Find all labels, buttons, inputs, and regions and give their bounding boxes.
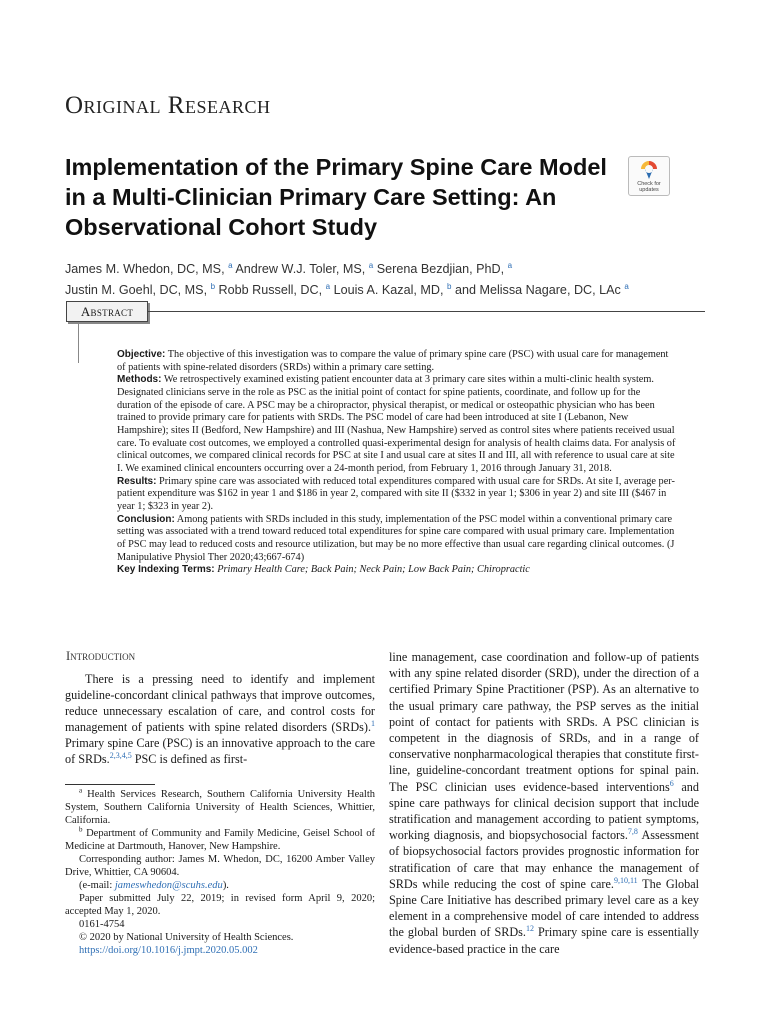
footnote-aff-a: $^a$ Health Services Research, Southern California University Health System, Southern California University of Health Sciences, Whittier, California. (65, 786, 375, 826)
intro-paragraph-left: There is a pressing need to identify and implement guideline-concordant clinical pathways that improve outcomes, reduce unnecessary escalation of care, and control costs for management of patients with spine related disorders (SRDs).$^1$ Primary spine Care (PSC) is an innovative approach to the care of SRDs.$^{2,3,4,5}$ PSC is defined as first- (65, 672, 375, 766)
crossmark-icon (640, 160, 658, 180)
footnote-aff-b: $^b$ Department of Community and Family Medicine, Geisel School of Medicine at Dartmouth, Hanover, New Hampshire. (65, 825, 376, 852)
intro-right-column (389, 649, 699, 957)
intro-left-column (65, 671, 375, 767)
email-link[interactable]: jameswhedon@scuhs.edu (114, 880, 223, 891)
author-name: Andrew W.J. Toler, MS, (235, 262, 369, 277)
crossmark-badge[interactable] (628, 156, 670, 196)
author-name: Robb Russell, DC, (218, 283, 326, 298)
author-affiliation-mark: a (228, 261, 233, 270)
author-list (65, 257, 685, 299)
author-name: James M. Whedon, DC, MS, (65, 262, 229, 277)
article-title: Implementation of the Primary Spine Care Model in a Multi-Clinician Primary Care Setting: An Observational Cohort Study (65, 154, 607, 240)
intro-paragraph-right: line management, case coordination and follow-up of patients with any spine related disorder (SRD), under the direction of a certified Primary Spine Practitioner (PSP). As an alternative to the usual primary care pathway, the PSP serves as the initial point of contact for patients with SRDs. A PSC clinician is competent in the diagnosis of SRDs, and in a range of conservative nonpharmacological therapies that constitute first-line, guideline-concordant treatment options for spinal pain. The PSC clinician uses evidence-based interventions$^6$ and spine care pathways for clinical decision support that include stratification and management according to patient symptoms, working diagnosis, and biopsychosocial factors.$^{7,8}$ Assessment of biopsychosocial factors provides prognostic information for stratification of care that may enhance the management of SRDs while reducing the cost of spine care.$^{9,10,11}$ The Global Spine Care Initiative has described primary level care as a key element in a comprehensive model of care intended to address the global burden of SRDs.$^{12}$ Primary spine care is essentially evidence-based practice in the care (389, 650, 699, 956)
abstract-key-terms: Key Indexing Terms: Primary Health Care; Back Pain; Neck Pain; Low Back Pain; Chiropractic (117, 564, 530, 576)
doi-link[interactable]: https://doi.org/10.1016/j.jmpt.2020.05.002 (79, 945, 258, 956)
footnote-doi (65, 944, 375, 957)
footnote-copyright: © 2020 by National University of Health Sciences. (79, 932, 294, 943)
abstract-methods: Methods: We retrospectively examined existing patient encounter data at 3 primary care sites within a multi-clinic health system. Designated clinicians serve in the role as PSC as the initial point of contact for spine patients, coordinate, and follow up for the duration of the episode of care. A PSC may be a chiropractor, physical therapist, or medical or osteopathic physician who has been trained to provide primary care for patients with SRDs. The PSC model of care had been introduced at site I (Lebanon, New Hampshire); sites II (Bedford, New Hampshire) and III (Nashua, New Hampshire) served as control sites where patients received usual care. To evaluate cost outcomes, we employed a controlled quasi-experimental design for analysis of health claims data. For analysis of clinical outcomes, we compared clinical records for PSC at site I and usual care at sites II and III, all with reference to usual care at site I. We examined clinical encounters occurring over a 24-month period, from February 1, 2016 through January 31, 2018. (117, 374, 676, 474)
footnote-submitted: Paper submitted July 22, 2019; in revised form April 9, 2020; accepted May 1, 2020. (65, 893, 375, 917)
footnote-corresponding: Corresponding author: James M. Whedon, DC, 16200 Amber Valley Drive, Whittier, CA 90604. (65, 854, 375, 878)
abstract-side-rule (78, 323, 79, 363)
author-name: Justin M. Goehl, DC, MS, (65, 283, 211, 298)
citation-ref[interactable]: 1 (371, 718, 375, 728)
section-label: Original Research (65, 92, 271, 119)
author-affiliation-mark: a (507, 261, 513, 270)
abstract-rule (148, 311, 705, 312)
footnotes (65, 788, 375, 957)
author-affiliation-mark: a (624, 282, 629, 292)
author-name: Louis A. Kazal, MD, (333, 283, 447, 298)
citation-ref[interactable]: 12 (525, 924, 534, 934)
author-affiliation-mark: a (368, 261, 374, 270)
crossmark-label: Check for updates (637, 181, 661, 193)
citation-ref[interactable]: 6 (669, 778, 674, 788)
author-affiliation-mark: b (446, 282, 452, 292)
abstract-objective: Objective: The objective of this investigation was to compare the value of primary spine care (PSC) with usual care for management of patients with spine-related disorders (SRDs) within a primary care setting. (117, 349, 669, 373)
author-affiliation-mark: b (210, 282, 216, 292)
author-name: and Melissa Nagare, DC, LAc (454, 283, 625, 298)
fn-rule (65, 784, 155, 785)
abstract-heading: Abstract (66, 301, 148, 322)
author-affiliation-mark: a (325, 282, 331, 292)
citation-ref[interactable]: 7,8 (627, 827, 638, 837)
footnote-issn: 0161-4754 (79, 919, 125, 930)
introduction-heading: Introduction (66, 649, 136, 663)
footnote-email: (e-mail: jameswhedon@scuhs.edu). (79, 880, 229, 891)
abstract-results: Results: Primary spine care was associated with reduced total expenditures compared with usual care for SRDs. At site I, average per-patient expenditure was $162 in year 1 and $186 in year 2, compared with site II ($332 in year 1; $306 in year 2) and site III ($467 in year 1; $323 in year 2). (117, 475, 675, 512)
abstract-body (117, 349, 677, 577)
citation-ref[interactable]: 9,10,11 (613, 875, 638, 885)
author-name: Serena Bezdjian, PhD, (376, 262, 508, 277)
abstract-conclusion: Conclusion: Among patients with SRDs included in this study, implementation of the PSC model within a conventional primary care setting was associated with a trend toward reduced total expenditures for spine care compared with usual primary care. Implementation of PSC may lead to reduced costs and resource utilization, but may be no more effective than usual care regarding clinical outcomes. (J Manipulative Physiol Ther 2020;43;667-674) (117, 513, 675, 563)
citation-ref[interactable]: 2,3,4,5 (109, 750, 132, 760)
